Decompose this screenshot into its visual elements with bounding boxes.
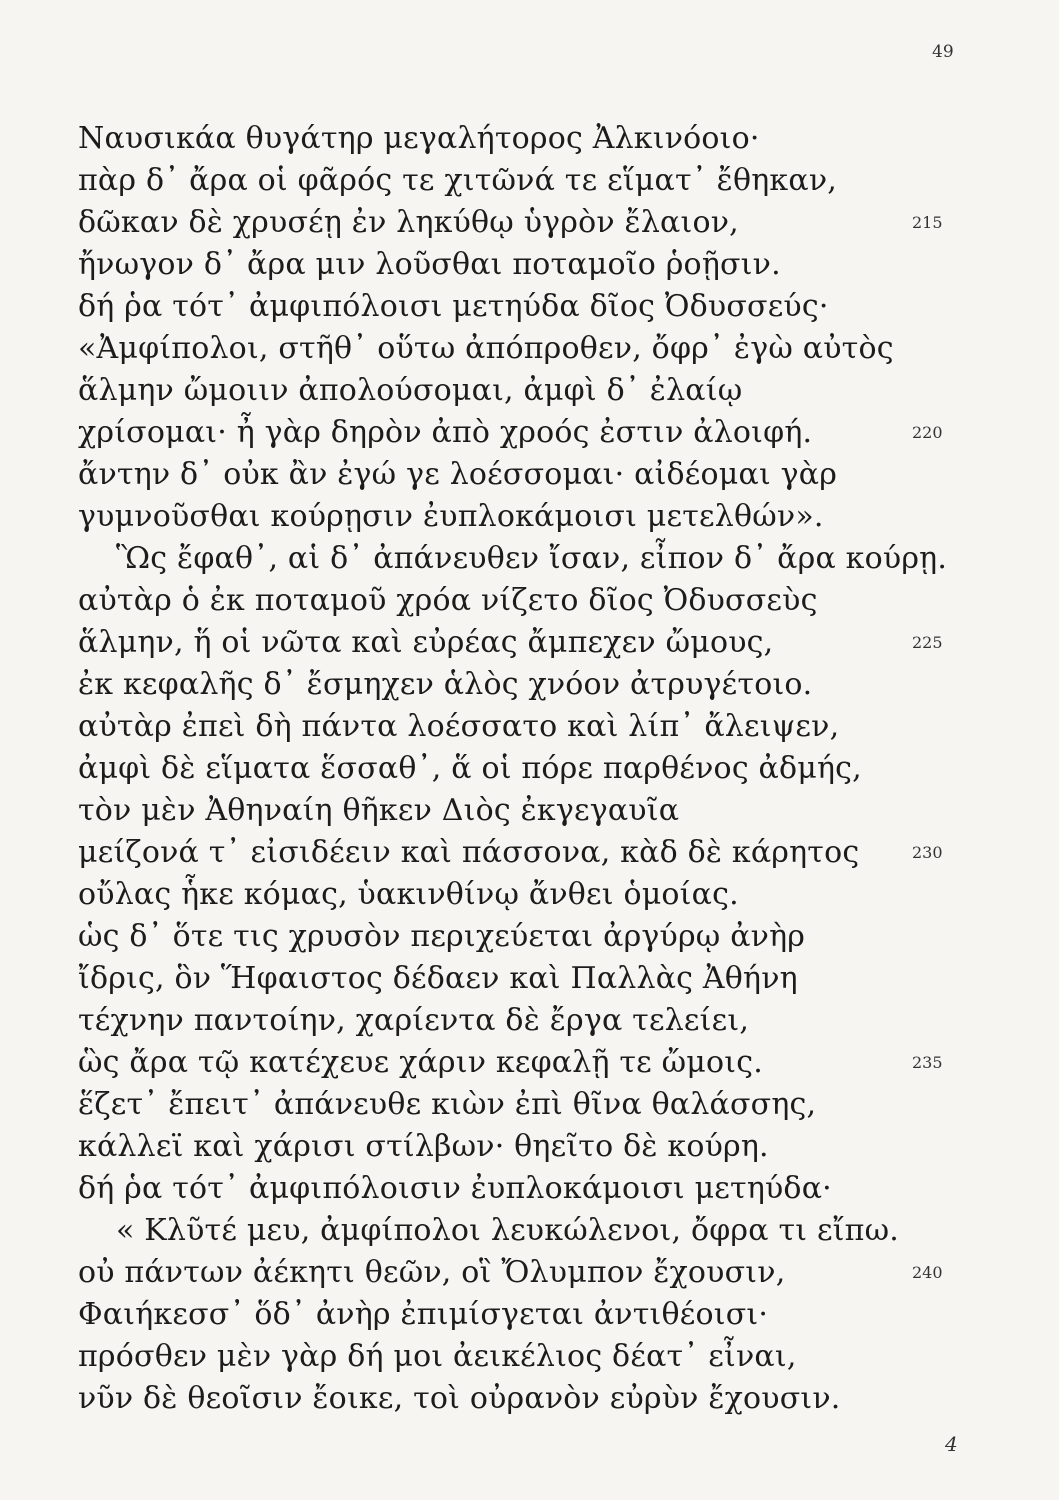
signature-mark: 4 [945, 1432, 958, 1456]
line-number: 215 [912, 213, 943, 232]
page-number: 49 [932, 42, 954, 62]
verse-line: πὰρ δ᾽ ἄρα οἱ φᾶρός τε χιτῶνά τε εἵματ᾽ ἔθηκαν, [78, 163, 837, 198]
verse-line: δή ῥα τότ᾽ ἀμφιπόλοισιν ἐυπλοκάμοισι μετηύδα· [78, 1171, 832, 1206]
verse-line: αὐτὰρ ὁ ἐκ ποταμοῦ χρόα νίζετο δῖος Ὀδυσσεὺς [78, 583, 818, 618]
verse-line: κάλλεϊ καὶ χάρισι στίλβων· θηεῖτο δὲ κούρη. [78, 1129, 769, 1164]
verse-line: « Κλῦτέ μευ, ἀμφίπολοι λευκώλενοι, ὄφρα τι εἴπω. [116, 1213, 899, 1248]
verse-line: ἴδρις, ὃν Ἥφαιστος δέδαεν καὶ Παλλὰς Ἀθήνη [78, 961, 798, 996]
verse-line: νῦν δὲ θεοῖσιν ἔοικε, τοὶ οὐρανὸν εὐρὺν ἔχουσιν. [78, 1381, 841, 1416]
verse-line: τὸν μὲν Ἀθηναίη θῆκεν Διὸς ἐκγεγαυῖα [78, 793, 680, 828]
verse-line: τέχνην παντοίην, χαρίεντα δὲ ἔργα τελείει, [78, 1003, 750, 1038]
verse-line: αὐτὰρ ἐπεὶ δὴ πάντα λοέσσατο καὶ λίπ᾽ ἄλειψεν, [78, 709, 840, 744]
line-number: 225 [912, 633, 943, 652]
verse-line: Ὣς ἔφαθ᾽, αἱ δ᾽ ἀπάνευθεν ἴσαν, εἶπον δ᾽ ἄρα κούρῃ. [116, 541, 948, 576]
verse-line: δῶκαν δὲ χρυσέῃ ἐν ληκύθῳ ὑγρὸν ἔλαιον, [78, 205, 739, 240]
line-number: 230 [912, 843, 943, 862]
verse-line: μείζονά τ᾽ εἰσιδέειν καὶ πάσσονα, κὰδ δὲ κάρητος [78, 835, 860, 870]
verse-line: ἐκ κεφαλῆς δ᾽ ἔσμηχεν ἁλὸς χνόον ἀτρυγέτοιο. [78, 667, 813, 702]
verse-line: ὣς ἄρα τῷ κατέχευε χάριν κεφαλῇ τε ὤμοις. [78, 1045, 763, 1080]
verse-line: ἕζετ᾽ ἔπειτ᾽ ἀπάνευθε κιὼν ἐπὶ θῖνα θαλάσσης, [78, 1087, 817, 1122]
line-number: 240 [912, 1263, 943, 1282]
verse-line: ἄντην δ᾽ οὐκ ἂν ἐγώ γε λοέσσομαι· αἰδέομαι γὰρ [78, 457, 838, 492]
verse-line: Ναυσικάα θυγάτηρ μεγαλήτορος Ἀλκινόοιο· [78, 121, 760, 156]
verse-line: Φαιήκεσσ᾽ ὅδ᾽ ἀνὴρ ἐπιμίσγεται ἀντιθέοισι· [78, 1297, 769, 1332]
verse-line: δή ῥα τότ᾽ ἀμφιπόλοισι μετηύδα δῖος Ὀδυσσεύς· [78, 289, 829, 324]
verse-line: ἅλμην, ἥ οἱ νῶτα καὶ εὐρέας ἄμπεχεν ὤμους, [78, 625, 774, 660]
verse-line: χρίσομαι· ἦ γὰρ δηρὸν ἀπὸ χροός ἐστιν ἀλοιφή. [78, 415, 813, 450]
verse-line: πρόσθεν μὲν γὰρ δή μοι ἀεικέλιος δέατ᾽ εἶναι, [78, 1339, 797, 1374]
verse-line: οὔλας ἧκε κόμας, ὑακινθίνῳ ἄνθει ὁμοίας. [78, 877, 739, 912]
verse-line: ἤνωγον δ᾽ ἄρα μιν λοῦσθαι ποταμοῖο ῥοῇσιν. [78, 247, 781, 282]
line-number: 235 [912, 1053, 943, 1072]
line-number: 220 [912, 423, 943, 442]
verse-line: γυμνοῦσθαι κούρῃσιν ἐυπλοκάμοισι μετελθών». [78, 499, 824, 534]
verse-line: ὡς δ᾽ ὅτε τις χρυσὸν περιχεύεται ἀργύρῳ ἀνὴρ [78, 919, 806, 954]
verse-line: ἅλμην ὤμοιιν ἀπολούσομαι, ἀμφὶ δ᾽ ἐλαίῳ [78, 373, 743, 408]
verse-line: ἀμφὶ δὲ εἵματα ἕσσαθ᾽, ἅ οἱ πόρε παρθένος ἀδμής, [78, 751, 862, 786]
verse-line: οὐ πάντων ἀέκητι θεῶν, οἳ Ὄλυμπον ἔχουσιν, [78, 1255, 786, 1290]
verse-line: «Ἀμφίπολοι, στῆθ᾽ οὕτω ἀπόπροθεν, ὄφρ᾽ ἐγὼ αὐτὸς [78, 331, 894, 366]
